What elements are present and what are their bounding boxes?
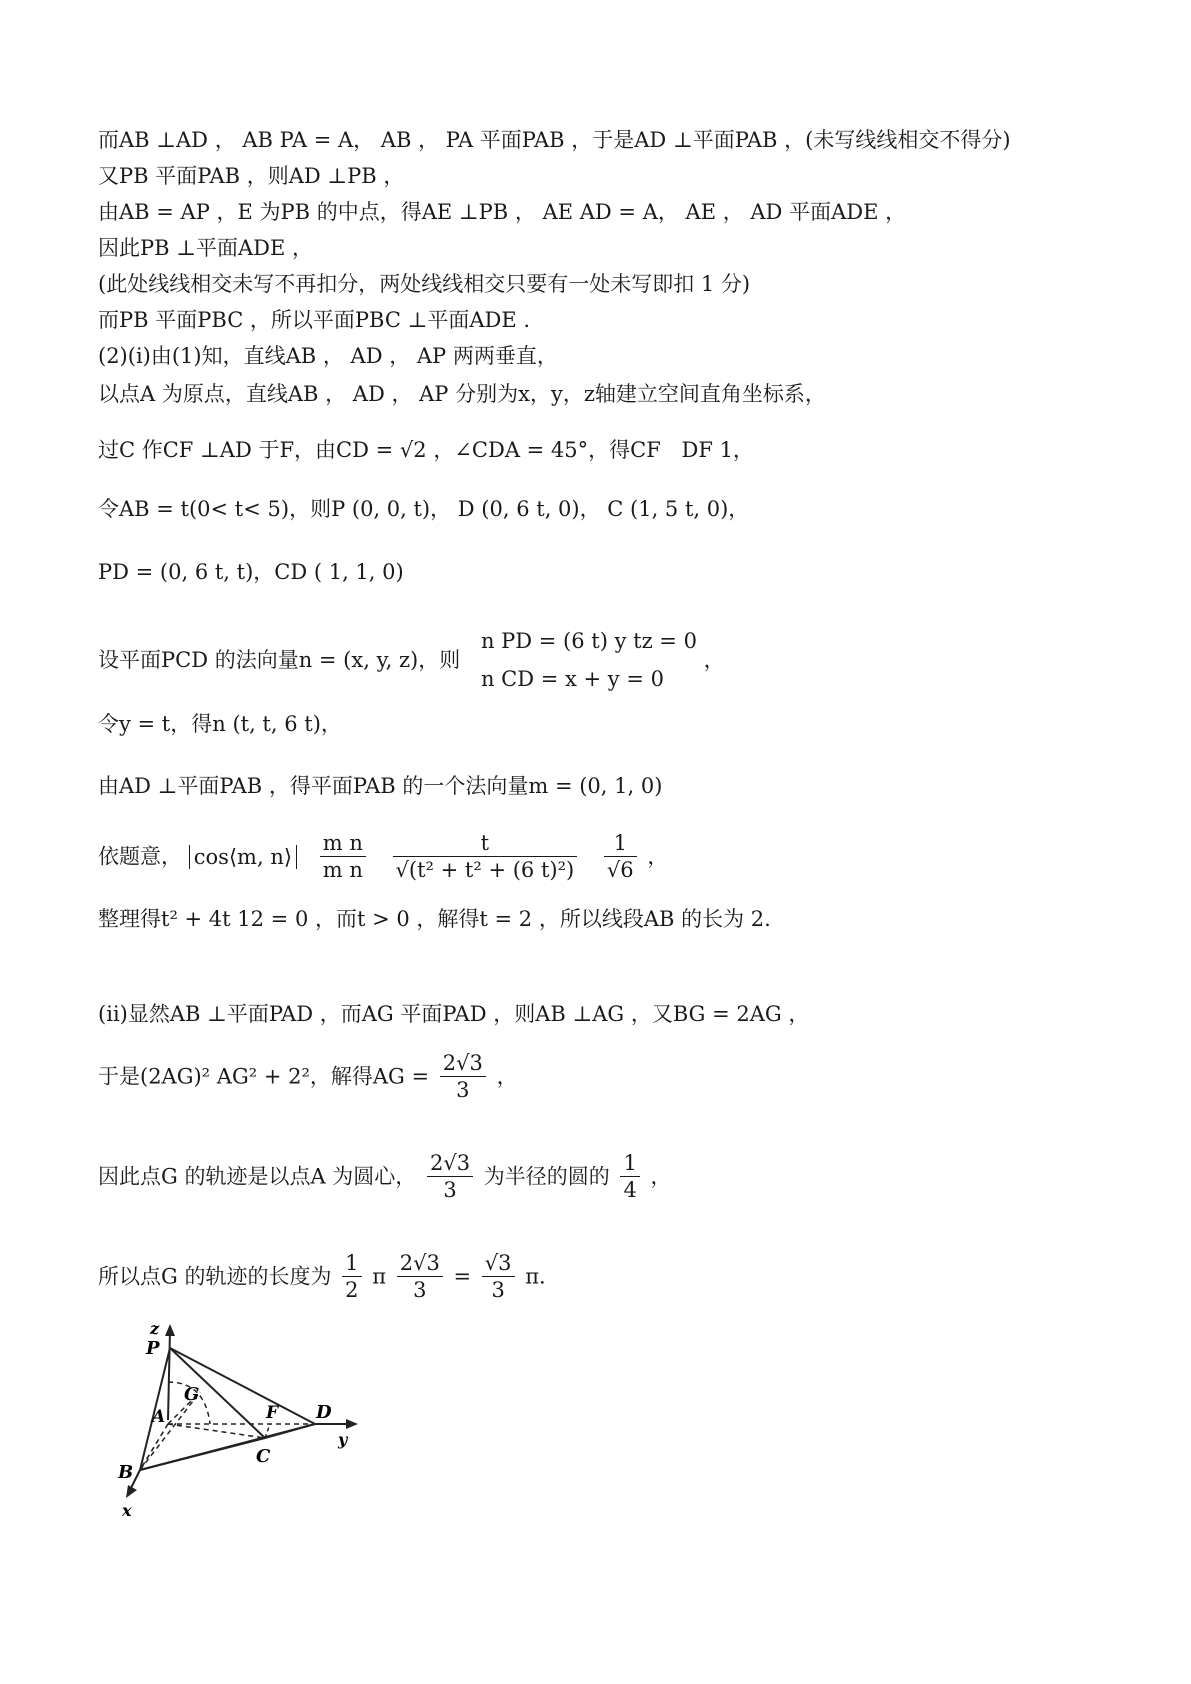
label-P: P bbox=[146, 1338, 160, 1359]
fraction-1 bbox=[320, 830, 366, 883]
fraction-3-num: 1 bbox=[604, 830, 637, 857]
label-z: z bbox=[150, 1320, 160, 1338]
fraction-3-den: √6 bbox=[606, 858, 634, 882]
line-19-post: ， bbox=[650, 1164, 672, 1189]
fraction-radius bbox=[427, 1150, 473, 1203]
fraction-quarter bbox=[620, 1150, 639, 1203]
text-line-13: 令y = t，得n (t, t, 6 t)， bbox=[98, 712, 342, 736]
text-line-12 bbox=[98, 622, 725, 698]
fraction-ag-num: 2√3 bbox=[440, 1050, 486, 1077]
fraction-half bbox=[342, 1250, 361, 1303]
fraction-2root3-num: 2√3 bbox=[397, 1250, 443, 1277]
equation-1: n PD = (6 t) y tz = 0 bbox=[480, 629, 697, 653]
label-A: A bbox=[152, 1407, 166, 1427]
fraction-root3 bbox=[482, 1250, 515, 1303]
fraction-2-num: t bbox=[393, 830, 578, 857]
fraction-2root3 bbox=[397, 1250, 443, 1303]
fraction-quarter-den: 4 bbox=[623, 1178, 637, 1202]
label-F: F bbox=[266, 1403, 279, 1423]
line-12-post: ， bbox=[703, 648, 725, 672]
text-line-2: 又PB 平面PAB ，则AD ⊥PB ， bbox=[98, 164, 405, 188]
text-line-11: PD = (0, 6 t, t)，CD ( 1, 1, 0) bbox=[98, 560, 404, 584]
fraction-ag-den: 3 bbox=[456, 1078, 470, 1102]
fraction-2-den: √(t² + t² + (6 t)²) bbox=[395, 858, 575, 882]
pi-symbol: π bbox=[372, 1264, 387, 1289]
label-y: y bbox=[338, 1430, 348, 1449]
fraction-ag bbox=[440, 1050, 486, 1103]
equals-sign: = bbox=[453, 1264, 472, 1289]
fraction-root3-num: √3 bbox=[482, 1250, 515, 1277]
text-line-8: 以点A 为原点，直线AB ， AD ， AP 分别为x，y，z轴建立空间直角坐标系， bbox=[98, 382, 826, 406]
fraction-3 bbox=[604, 830, 637, 883]
line-20-post: π. bbox=[525, 1264, 546, 1289]
text-line-1: 而AB ⊥AD ， AB PA = A， AB ， PA 平面PAB ，于是AD ⊥平面PAB ，(未写线线相交不得分) bbox=[98, 128, 1011, 152]
line-19-mid: 为半径的圆的 bbox=[483, 1164, 610, 1189]
fraction-half-den: 2 bbox=[345, 1278, 359, 1302]
text-line-19 bbox=[98, 1150, 672, 1203]
line-9-part-a: 过C 作CF ⊥AD 于F，由CD = √2 ，∠CDA = 45°，得CF bbox=[98, 438, 661, 462]
text-line-5: (此处线线相交未写不再扣分，两处线线相交只要有一处未写即扣 1 分) bbox=[98, 272, 751, 296]
text-line-10: 令AB = t(0< t< 5)，则P (0, 0, t)， D (0, 6 t, 0)， C (1, 5 t, 0)， bbox=[98, 497, 750, 521]
geometry-figure bbox=[110, 1320, 390, 1540]
line-18-pre: 于是(2AG)² AG² + 2²，解得AG = bbox=[98, 1064, 430, 1089]
line-12-pre: 设平面PCD 的法向量n = (x, y, z)，则 bbox=[98, 648, 461, 672]
fraction-2root3-den: 3 bbox=[413, 1278, 427, 1302]
text-line-18 bbox=[98, 1050, 518, 1103]
text-line-3: 由AB = AP ，E 为PB 的中点，得AE ⊥PB ， AE AD = A， AE ， AD 平面ADE ， bbox=[98, 200, 907, 224]
line-18-post: ， bbox=[496, 1064, 518, 1089]
line-15-pre: 依题意， bbox=[98, 844, 182, 869]
text-line-6: 而PB 平面PBC ，所以平面PBC ⊥平面ADE . bbox=[98, 308, 531, 332]
text-line-20 bbox=[98, 1250, 546, 1303]
fraction-1-den: m n bbox=[322, 858, 363, 882]
text-line-17: (ⅱ)显然AB ⊥平面PAD ，而AG 平面PAD ，则AB ⊥AG ，又BG = 2AG ， bbox=[98, 1002, 810, 1026]
label-D: D bbox=[316, 1402, 332, 1423]
text-line-16: 整理得t² + 4t 12 = 0 ，而t > 0 ，解得t = 2 ，所以线段AB 的长为 2. bbox=[98, 907, 771, 931]
text-line-7: (2)(ⅰ)由(1)知，直线AB ， AD ， AP 两两垂直， bbox=[98, 344, 558, 368]
fraction-root3-den: 3 bbox=[491, 1278, 505, 1302]
line-19-pre: 因此点G 的轨迹是以点A 为圆心， bbox=[98, 1164, 417, 1189]
label-B: B bbox=[118, 1462, 134, 1483]
text-line-9 bbox=[98, 436, 754, 464]
text-line-14: 由AD ⊥平面PAB ，得平面PAB 的一个法向量m = (0, 1, 0) bbox=[98, 774, 663, 798]
fraction-radius-num: 2√3 bbox=[427, 1150, 473, 1177]
line-9-part-b: DF 1， bbox=[681, 438, 754, 462]
equation-system bbox=[467, 622, 697, 698]
label-C: C bbox=[256, 1446, 271, 1467]
line-20-pre: 所以点G 的轨迹的长度为 bbox=[98, 1264, 332, 1289]
text-line-15 bbox=[98, 830, 668, 883]
equation-2: n CD = x + y = 0 bbox=[480, 667, 664, 691]
fraction-quarter-num: 1 bbox=[620, 1150, 639, 1177]
label-x: x bbox=[122, 1501, 132, 1520]
fraction-2 bbox=[393, 830, 578, 883]
abs-cos: cos⟨m, n⟩ bbox=[189, 845, 297, 869]
line-15-post: ， bbox=[647, 844, 669, 869]
label-G: G bbox=[184, 1384, 200, 1405]
fraction-half-num: 1 bbox=[342, 1250, 361, 1277]
fraction-radius-den: 3 bbox=[443, 1178, 457, 1202]
text-line-4: 因此PB ⊥平面ADE ， bbox=[98, 236, 313, 260]
fraction-1-num: m n bbox=[320, 830, 366, 857]
